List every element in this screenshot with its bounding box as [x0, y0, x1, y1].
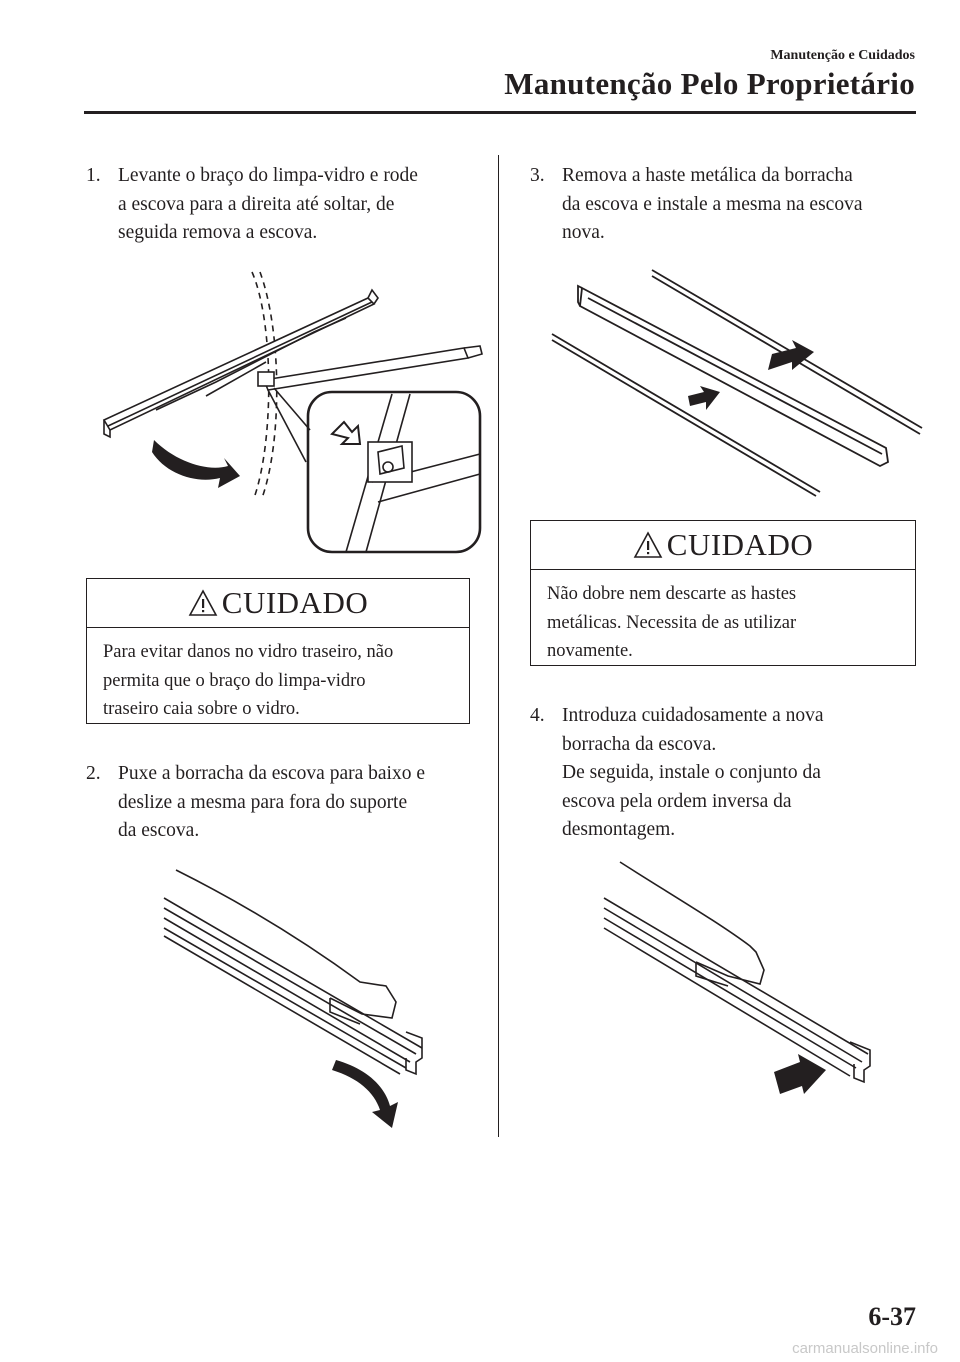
step-line: nova.: [562, 222, 605, 243]
illustration-pull-rubber: [160, 862, 430, 1132]
step-line: desmontagem.: [562, 819, 676, 840]
illustration-metal-rods: [548, 266, 928, 496]
step-number: 4.: [530, 705, 545, 726]
caution-line: metálicas. Necessita de as utilizar: [547, 612, 797, 633]
caution-box: [530, 520, 916, 666]
header-divider: [84, 111, 916, 114]
caution-box: [86, 578, 470, 724]
caution-line: traseiro caia sobre o vidro.: [103, 699, 300, 719]
caution-header: [87, 579, 469, 628]
caution-header: [531, 521, 915, 570]
caution-line: Para evitar danos no vidro traseiro, não: [103, 642, 394, 662]
section-title: Manutenção Pelo Proprietário: [504, 66, 915, 101]
step-number: 1.: [86, 165, 101, 186]
caution-title: CUIDADO: [666, 527, 814, 562]
page-number: 6-37: [868, 1302, 916, 1331]
step-line: a escova para a direita até soltar, de: [118, 193, 395, 215]
warning-icon: [188, 589, 218, 617]
chapter-title: Manutenção e Cuidados: [770, 48, 915, 63]
step-3: [530, 162, 930, 248]
step-line: borracha da escova.: [562, 733, 717, 755]
step-number: 2.: [86, 763, 101, 784]
step-line: da escova e instale a mesma na escova: [562, 193, 863, 215]
step-line: seguida remova a escova.: [118, 222, 318, 243]
step-line: Levante o braço do limpa-vidro e rode: [118, 165, 418, 186]
step-number: 3.: [530, 165, 545, 186]
step-line: da escova.: [118, 820, 200, 841]
step-line: escova pela ordem inversa da: [562, 790, 792, 812]
step-line: De seguida, instale o conjunto da: [562, 762, 821, 783]
watermark: carmanualsonline.info: [792, 1340, 938, 1357]
step-1: [86, 162, 486, 248]
step-2: [86, 760, 486, 846]
illustration-remove-blade: [96, 262, 488, 560]
step-line: Remova a haste metálica da borracha: [562, 165, 853, 186]
caution-title: CUIDADO: [221, 585, 369, 620]
step-line: deslize a mesma para fora do suporte: [118, 791, 408, 813]
warning-icon: [633, 531, 663, 559]
step-4: [530, 702, 930, 845]
column-divider: [498, 155, 499, 1137]
caution-line: Não dobre nem descarte as hastes: [547, 584, 797, 604]
step-line: Introduza cuidadosamente a nova: [562, 705, 824, 726]
step-line: Puxe a borracha da escova para baixo e: [118, 763, 425, 784]
caution-line: novamente.: [547, 641, 633, 661]
illustration-insert-rubber: [600, 858, 890, 1108]
caution-line: permita que o braço do limpa-vidro: [103, 670, 366, 691]
